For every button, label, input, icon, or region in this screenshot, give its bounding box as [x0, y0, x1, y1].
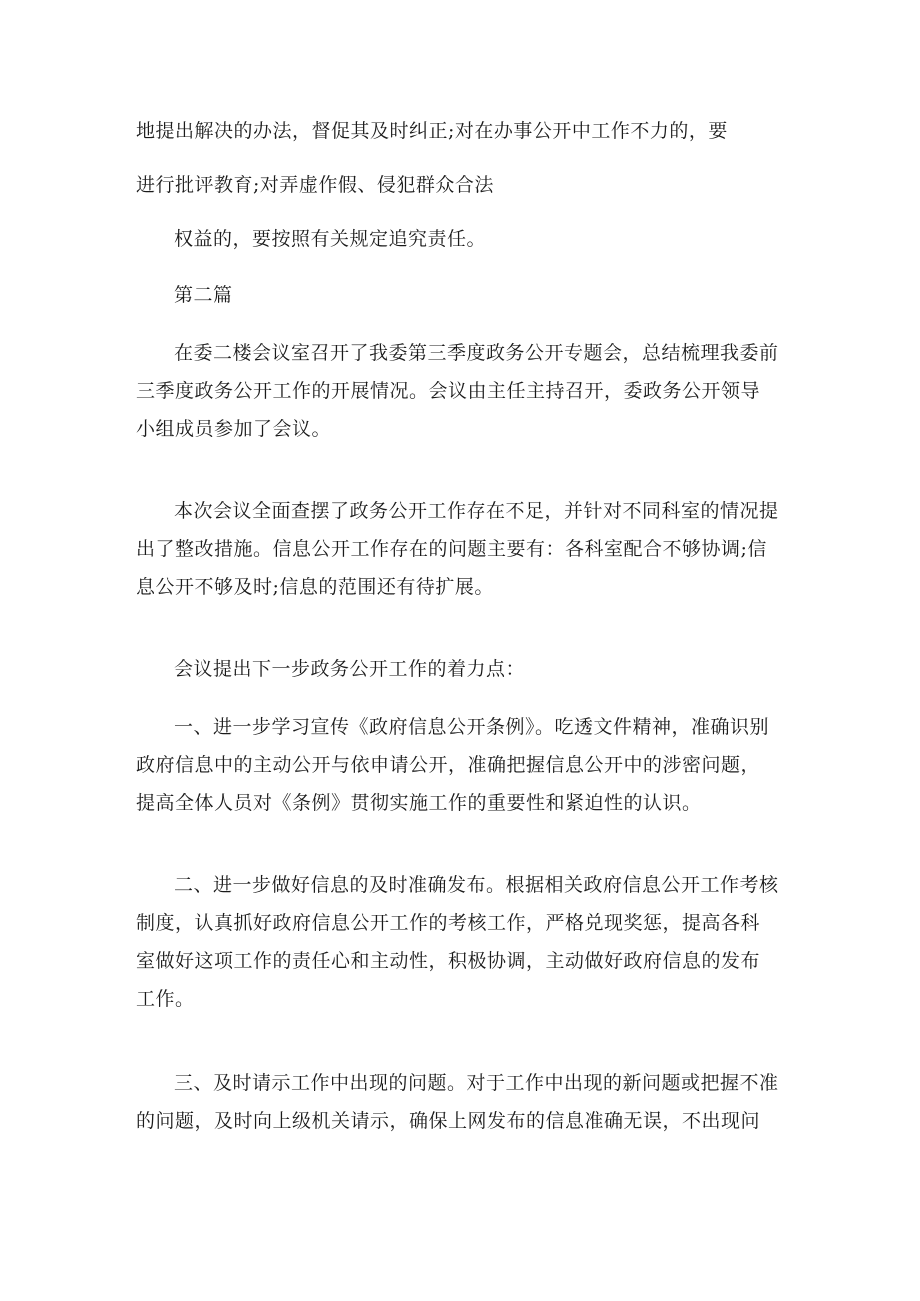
text-line: 的问题，及时向上级机关请示，确保上网发布的信息准确无误，不出现问 [136, 1110, 761, 1132]
text-line: 会议提出下一步政务公开工作的着力点： [174, 658, 526, 680]
paragraph [136, 866, 796, 1018]
text-line: 政府信息中的主动公开与依申请公开，准确把握信息公开中的涉密问题， [136, 754, 761, 776]
paragraph-continuation [136, 112, 796, 204]
text-line: 一、进一步学习宣传《政府信息公开条例》。吃透文件精神，准确识别 [174, 716, 770, 738]
text-line: 制度，认真抓好政府信息公开工作的考核工作，严格兑现奖惩，提高各科 [136, 912, 761, 934]
text-line: 息公开不够及时;信息的范围还有待扩展。 [136, 576, 494, 598]
paragraph [136, 708, 796, 822]
paragraph [136, 1064, 796, 1140]
text-line: 三、及时请示工作中出现的问题。对于工作中出现的新问题或把握不准 [174, 1072, 779, 1094]
text-line: 室做好这项工作的责任心和主动性，积极协调，主动做好政府信息的发布 [136, 950, 761, 972]
text-line: 在委二楼会议室召开了我委第三季度政务公开专题会，总结梳理我委前 [174, 342, 779, 364]
text-line: 二、进一步做好信息的及时准确发布。根据相关政府信息公开工作考核 [174, 874, 779, 896]
text-line: 工作。 [136, 988, 195, 1010]
text-line: 权益的，要按照有关规定追究责任。 [174, 228, 487, 250]
text-line: 出了整改措施。信息公开工作存在的问题主要有：各科室配合不够协调;信 [136, 538, 767, 560]
text-line: 本次会议全面查摆了政务公开工作存在不足，并针对不同科室的情况提 [174, 500, 779, 522]
text-line: 提高全体人员对《条例》贯彻实施工作的重要性和紧迫性的认识。 [136, 792, 702, 814]
text-line: 进行批评教育;对弄虚作假、侵犯群众合法 [136, 174, 494, 196]
paragraph [136, 650, 796, 688]
paragraph [136, 334, 796, 448]
paragraph [136, 220, 796, 258]
paragraph [136, 492, 796, 606]
section-heading [136, 276, 796, 314]
text-line: 三季度政务公开工作的开展情况。会议由主任主持召开，委政务公开领导 [136, 380, 761, 402]
heading-text: 第二篇 [174, 284, 233, 306]
text-line: 小组成员参加了会议。 [136, 418, 332, 440]
text-line: 地提出解决的办法，督促其及时纠正;对在办事公开中工作不力的，要 [136, 120, 728, 142]
